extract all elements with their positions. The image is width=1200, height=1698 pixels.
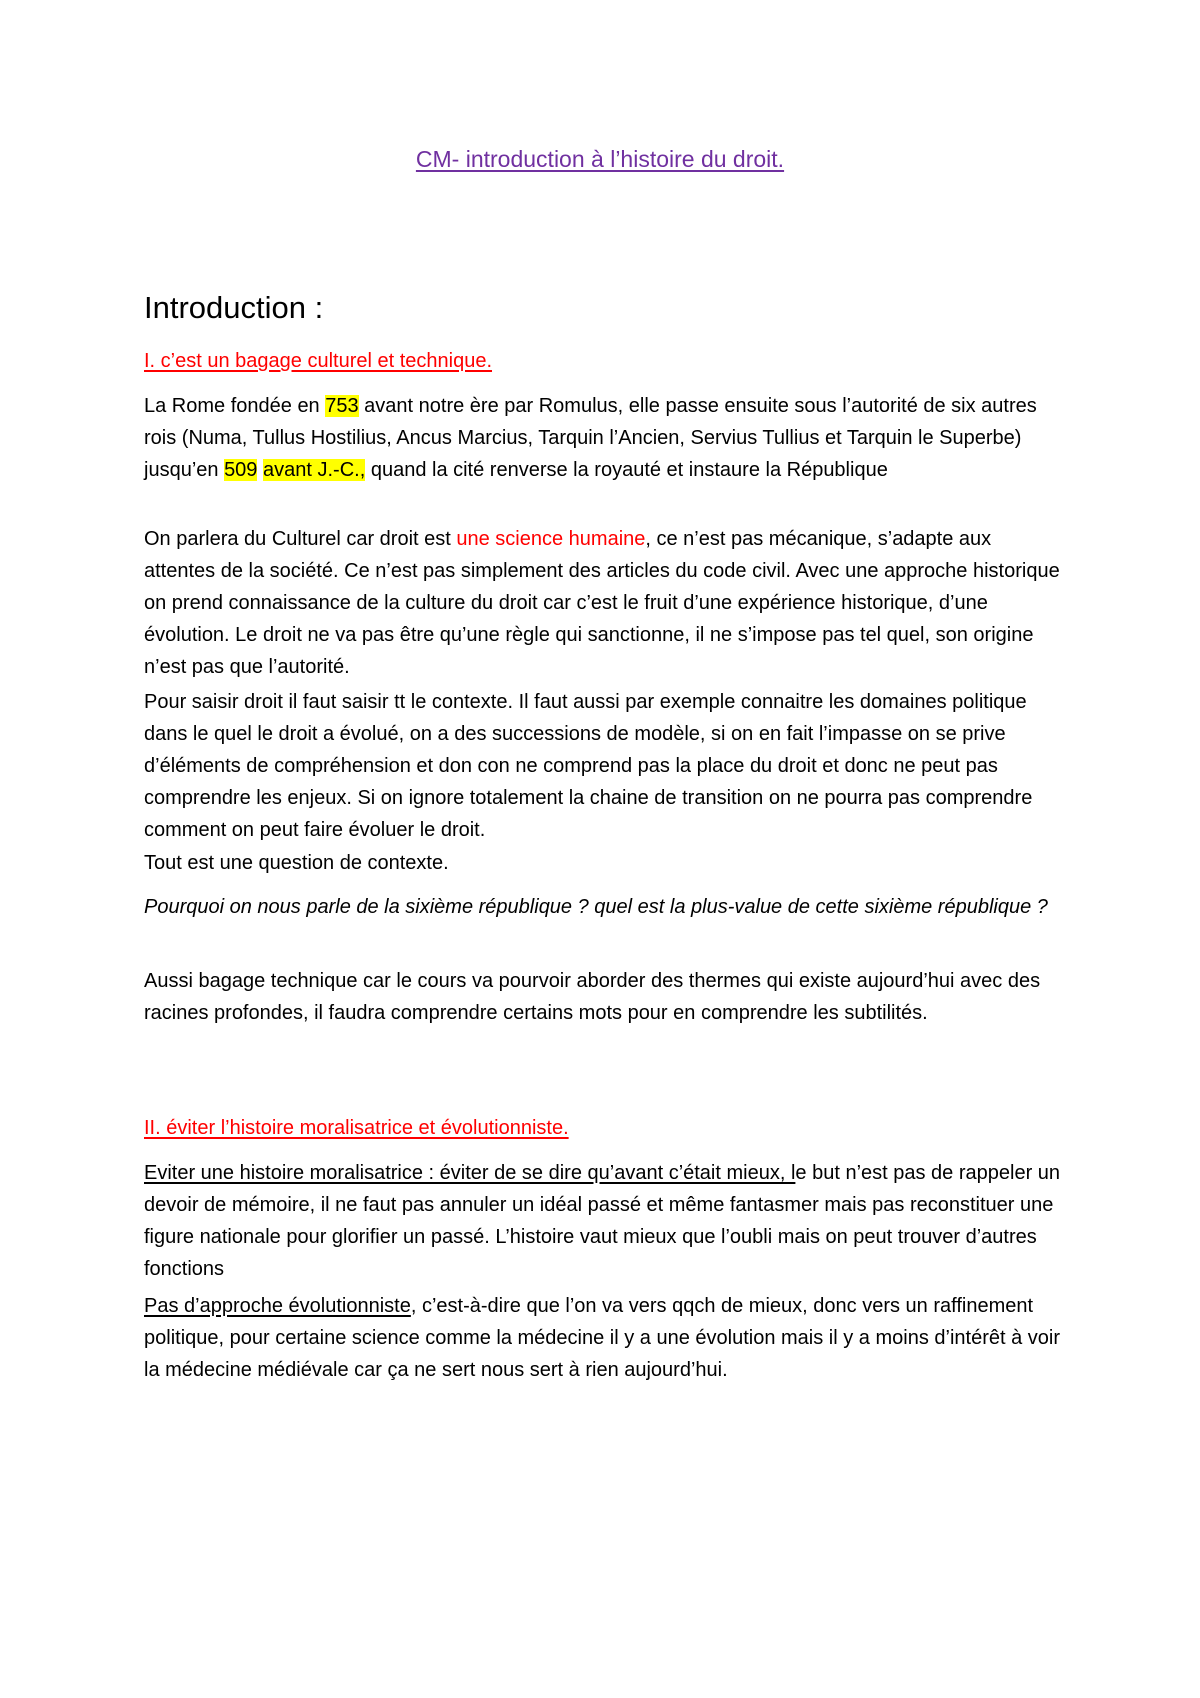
paragraph-question-republique: Pourquoi on nous parle de la sixième république ? quel est la plus-value de cette sixième république ?	[144, 896, 1048, 918]
highlight-509: 509	[224, 459, 258, 481]
section-2-heading: II. éviter l’histoire moralisatrice et évolutionniste.	[144, 1117, 569, 1139]
introduction-heading: Introduction :	[144, 290, 324, 325]
paragraph-bagage-technique: Aussi bagage technique car le cours va pourvoir aborder des thermes qui existe aujourd’hui avec des racines profondes, il faudra comprendre certains mots pour en comprendre les subtilités.	[144, 970, 1041, 1024]
paragraph-contexte: Pour saisir droit il faut saisir tt le contexte. Il faut aussi par exemple connaitre les domaines politique dans le quel le droit a évolué, on a des successions de modèle, si on en fait l’impasse on se prive d’éléments de compréhension et don con ne comprend pas la place du droit et donc ne peut pas comprendre les enjeux. Si on ignore totalement la chaine de transition on ne pourra pas comprendre comment on peut faire évoluer le droit.	[144, 691, 1033, 841]
red-emphasis: une science humaine	[456, 528, 646, 550]
paragraph-question-contexte: Tout est une question de contexte.	[144, 852, 449, 874]
paragraph-evolutionniste	[144, 1290, 1064, 1386]
highlight-753: 753	[325, 395, 359, 417]
text: e but n’est pas de rappeler un devoir de mémoire, il ne faut pas annuler un idéal passé et même fantasmer mais pas reconstituer une figure nationale pour glorifier un passé. L’histoire vaut mieux que l’oubli mais on peut trouver d’autres fonctions	[144, 1162, 1061, 1280]
text: On parlera du Culturel car droit est	[144, 528, 457, 550]
underlined-text: Eviter une histoire moralisatrice : éviter de se dire qu’avant c’était mieux, l	[144, 1162, 796, 1184]
text: La Rome fondée en	[144, 395, 326, 417]
text: quand la cité renverse la royauté et instaure la République	[365, 459, 888, 481]
document-title: CM- introduction à l’histoire du droit.	[415, 146, 785, 172]
paragraph-culturel	[144, 523, 1064, 683]
text: , c’est-à-dire que l’on va vers qqch de mieux, donc vers un raffinement politique, pour certaine science comme la médecine il y a une évolution mais il y a moins d’intérêt à voir la médecine médiévale car ça ne sert nous sert à rien aujourd’hui.	[144, 1295, 1061, 1381]
highlight-avant-jc: avant J.-C.,	[263, 459, 366, 481]
paragraph-moralisatrice	[144, 1157, 1064, 1285]
paragraph-rome	[144, 390, 1064, 486]
underlined-text: Pas d’approche évolutionniste	[144, 1295, 411, 1317]
text: , ce n’est pas mécanique, s’adapte aux attentes de la société. Ce n’est pas simplement des articles du code civil. Avec une approche historique on prend connaissance de la culture du droit car c’est le fruit d’une expérience historique, d’une évolution. Le droit ne va pas être qu’une règle qui sanctionne, il ne s’impose pas tel quel, son origine n’est pas que l’autorité.	[144, 528, 1060, 678]
section-1-heading: I. c’est un bagage culturel et technique.	[144, 350, 493, 372]
text: avant notre ère par Romulus, elle passe ensuite sous l’autorité de six autres rois (Numa, Tullus Hostilius, Ancus Marcius, Tarquin l’Ancien, Servius Tullius et Tarquin le Superbe) jusqu’en	[144, 395, 1037, 481]
